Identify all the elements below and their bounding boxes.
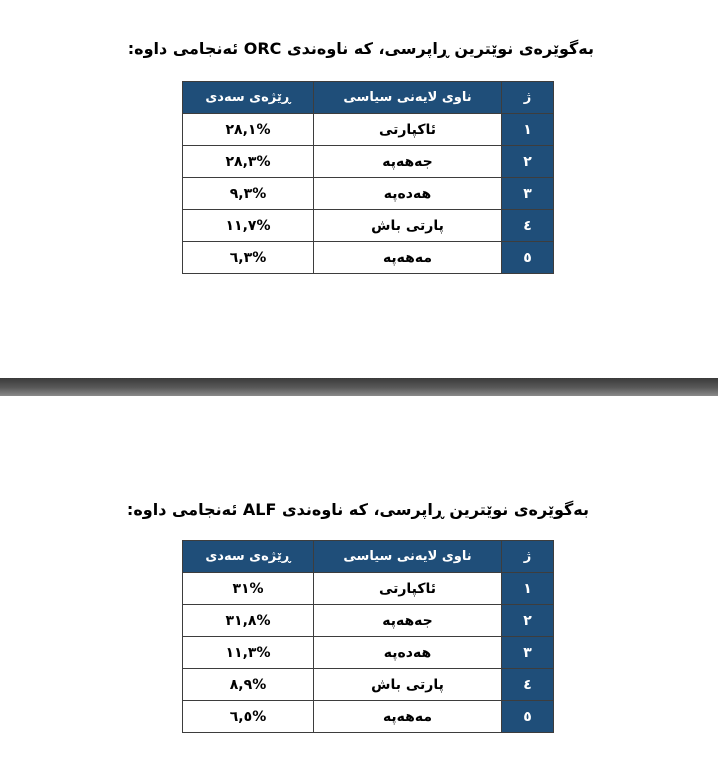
- party-name: ئاکپارتی: [314, 114, 502, 146]
- party-name: هەدەپە: [314, 178, 502, 210]
- column-header-percent: ڕێژەی سەدی: [183, 541, 314, 573]
- party-percent: %٣١,٨: [183, 605, 314, 637]
- party-name: مەهەپە: [314, 701, 502, 733]
- row-index: ٥: [502, 242, 554, 274]
- party-percent: %١١,٧: [183, 210, 314, 242]
- table-header-row: [183, 82, 554, 114]
- party-name: جەهەپە: [314, 605, 502, 637]
- document-page-2: [0, 396, 718, 766]
- row-index: ٥: [502, 701, 554, 733]
- table-row: [183, 178, 554, 210]
- party-percent: %٦,٥: [183, 701, 314, 733]
- party-name: پارتی باش: [314, 669, 502, 701]
- row-index: ٣: [502, 178, 554, 210]
- table-row: [183, 242, 554, 274]
- table-row: [183, 210, 554, 242]
- poll-table-orc: [182, 81, 554, 274]
- table-row: [183, 573, 554, 605]
- party-name: پارتی باش: [314, 210, 502, 242]
- row-index: ٢: [502, 146, 554, 178]
- table-row: [183, 114, 554, 146]
- column-header-party: ناوی لایەنی سیاسی: [314, 82, 502, 114]
- column-header-party: ناوی لایەنی سیاسی: [314, 541, 502, 573]
- party-percent: %٢٨,١: [183, 114, 314, 146]
- page-separator: [0, 378, 718, 396]
- party-percent: %٨,٩: [183, 669, 314, 701]
- party-percent: %٦,٣: [183, 242, 314, 274]
- poll-table-alf: [182, 540, 554, 733]
- column-header-index: ژ: [502, 541, 554, 573]
- party-percent: %٢٨,٣: [183, 146, 314, 178]
- table-row: [183, 701, 554, 733]
- row-index: ٣: [502, 637, 554, 669]
- party-percent: %٣١: [183, 573, 314, 605]
- party-name: هەدەپە: [314, 637, 502, 669]
- poll-heading-orc: بەگوێرەی نوێترین ڕاپرسی، کە ناوەندی ORC ئەنجامی داوە:: [127, 39, 594, 58]
- poll-heading-alf: بەگوێرەی نوێترین ڕاپرسی، کە ناوەندی ALF ئەنجامی داوە:: [126, 500, 589, 519]
- row-index: ٤: [502, 669, 554, 701]
- row-index: ٢: [502, 605, 554, 637]
- party-percent: %٩,٣: [183, 178, 314, 210]
- row-index: ١: [502, 573, 554, 605]
- party-name: ئاکپارتی: [314, 573, 502, 605]
- table-row: [183, 637, 554, 669]
- column-header-percent: ڕێژەی سەدی: [183, 82, 314, 114]
- party-percent: %١١,٣: [183, 637, 314, 669]
- party-name: جەهەپە: [314, 146, 502, 178]
- column-header-index: ژ: [502, 82, 554, 114]
- table-row: [183, 605, 554, 637]
- table-header-row: [183, 541, 554, 573]
- row-index: ٤: [502, 210, 554, 242]
- table-row: [183, 669, 554, 701]
- party-name: مەهەپە: [314, 242, 502, 274]
- row-index: ١: [502, 114, 554, 146]
- document-page-1: [0, 0, 718, 378]
- table-row: [183, 146, 554, 178]
